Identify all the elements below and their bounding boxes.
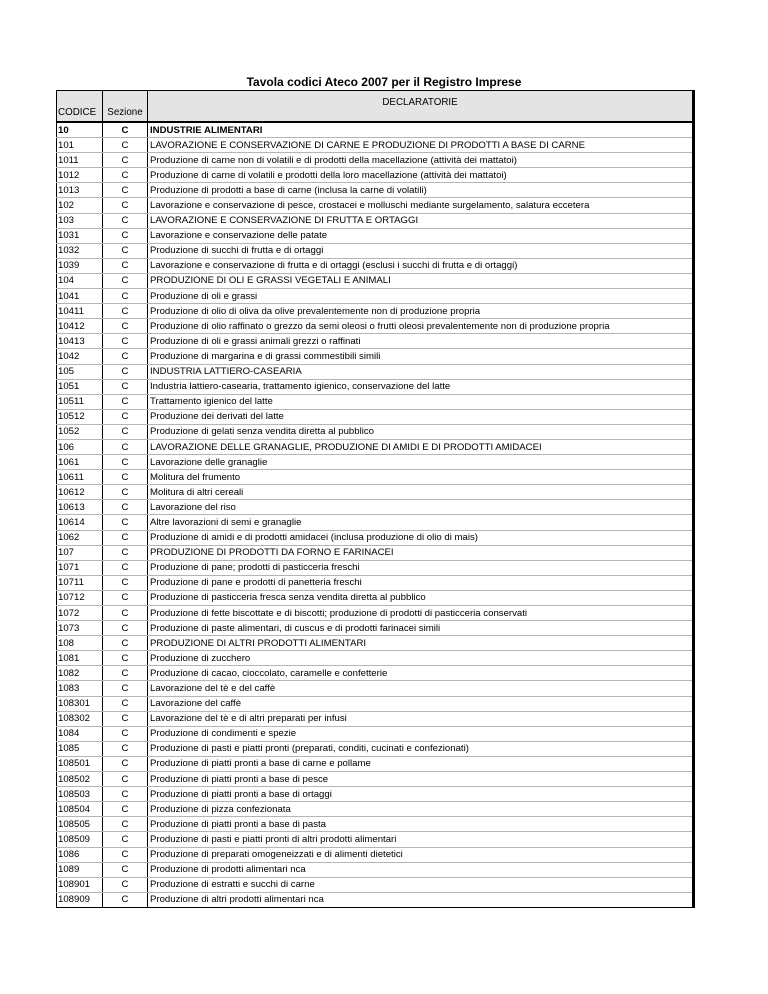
codice-cell: 10614 bbox=[57, 515, 103, 530]
sezione-cell: C bbox=[103, 772, 148, 787]
sezione-cell: C bbox=[103, 696, 148, 711]
codice-cell: 104 bbox=[57, 273, 103, 288]
declaratoria-cell: Produzione di piatti pronti a base di ortaggi bbox=[148, 787, 694, 802]
table-row bbox=[57, 741, 694, 756]
codice-cell: 1085 bbox=[57, 741, 103, 756]
codice-cell: 1052 bbox=[57, 424, 103, 439]
declaratoria-cell: Produzione di cacao, cioccolato, caramelle e confetterie bbox=[148, 666, 694, 681]
sezione-cell: C bbox=[103, 304, 148, 319]
codice-cell: 1081 bbox=[57, 651, 103, 666]
sezione-cell: C bbox=[103, 273, 148, 288]
sezione-cell: C bbox=[103, 817, 148, 832]
sezione-cell: C bbox=[103, 530, 148, 545]
table-row bbox=[57, 787, 694, 802]
declaratoria-cell: Lavorazione e conservazione di pesce, crostacei e molluschi mediante surgelamento, salatura eccetera bbox=[148, 198, 694, 213]
codice-cell: 1072 bbox=[57, 606, 103, 621]
codice-cell: 10411 bbox=[57, 304, 103, 319]
sezione-cell: C bbox=[103, 862, 148, 877]
table-row bbox=[57, 138, 694, 153]
table-row bbox=[57, 590, 694, 605]
codice-cell: 107 bbox=[57, 545, 103, 560]
sezione-cell: C bbox=[103, 877, 148, 892]
declaratoria-cell: Produzione di altri prodotti alimentari nca bbox=[148, 892, 694, 907]
codice-cell: 1031 bbox=[57, 228, 103, 243]
table-row bbox=[57, 289, 694, 304]
table-row bbox=[57, 862, 694, 877]
declaratoria-cell: Produzione di carne di volatili e prodotti della loro macellazione (attività dei mattatoi) bbox=[148, 168, 694, 183]
sezione-cell: C bbox=[103, 666, 148, 681]
sezione-cell: C bbox=[103, 711, 148, 726]
sezione-cell: C bbox=[103, 847, 148, 862]
table-row bbox=[57, 379, 694, 394]
codice-cell: 1051 bbox=[57, 379, 103, 394]
sezione-cell: C bbox=[103, 198, 148, 213]
sezione-cell: C bbox=[103, 455, 148, 470]
table-row bbox=[57, 772, 694, 787]
sezione-cell: C bbox=[103, 379, 148, 394]
declaratoria-cell: Altre lavorazioni di semi e granaglie bbox=[148, 515, 694, 530]
sezione-cell: C bbox=[103, 802, 148, 817]
table-row bbox=[57, 122, 694, 138]
sezione-cell: C bbox=[103, 756, 148, 771]
table-row bbox=[57, 394, 694, 409]
declaratoria-cell: Produzione di fette biscottate e di biscotti; produzione di prodotti di pasticceria conservati bbox=[148, 606, 694, 621]
codice-cell: 1032 bbox=[57, 243, 103, 258]
declaratoria-cell: LAVORAZIONE E CONSERVAZIONE DI FRUTTA E ORTAGGI bbox=[148, 213, 694, 228]
declaratoria-cell: Produzione di margarina e di grassi commestibili simili bbox=[148, 349, 694, 364]
declaratoria-cell: Produzione di pasti e piatti pronti (preparati, conditi, cucinati e confezionati) bbox=[148, 741, 694, 756]
table-row bbox=[57, 877, 694, 892]
declaratoria-cell: Produzione di piatti pronti a base di pesce bbox=[148, 772, 694, 787]
codice-cell: 108504 bbox=[57, 802, 103, 817]
codice-cell: 10711 bbox=[57, 575, 103, 590]
declaratoria-cell: Produzione di piatti pronti a base di pasta bbox=[148, 817, 694, 832]
sezione-cell: C bbox=[103, 485, 148, 500]
codice-cell: 105 bbox=[57, 364, 103, 379]
codice-cell: 1082 bbox=[57, 666, 103, 681]
declaratoria-cell: Produzione di pasticceria fresca senza vendita diretta al pubblico bbox=[148, 590, 694, 605]
codice-cell: 10412 bbox=[57, 319, 103, 334]
table-row bbox=[57, 756, 694, 771]
table-row bbox=[57, 681, 694, 696]
sezione-cell: C bbox=[103, 122, 148, 138]
codice-cell: 1073 bbox=[57, 621, 103, 636]
codice-cell: 108909 bbox=[57, 892, 103, 907]
declaratoria-cell: INDUSTRIE ALIMENTARI bbox=[148, 122, 694, 138]
table-row bbox=[57, 651, 694, 666]
sezione-cell: C bbox=[103, 258, 148, 273]
declaratoria-cell: INDUSTRIA LATTIERO-CASEARIA bbox=[148, 364, 694, 379]
table-row bbox=[57, 424, 694, 439]
codice-cell: 1062 bbox=[57, 530, 103, 545]
declaratoria-cell: Produzione di oli e grassi animali grezzi o raffinati bbox=[148, 334, 694, 349]
codice-cell: 10511 bbox=[57, 394, 103, 409]
declaratoria-cell: Lavorazione e conservazione di frutta e di ortaggi (esclusi i succhi di frutta e di ortaggi) bbox=[148, 258, 694, 273]
sezione-cell: C bbox=[103, 334, 148, 349]
codice-cell: 101 bbox=[57, 138, 103, 153]
table-row bbox=[57, 817, 694, 832]
table-row bbox=[57, 621, 694, 636]
table-row bbox=[57, 304, 694, 319]
codice-cell: 10613 bbox=[57, 500, 103, 515]
sezione-cell: C bbox=[103, 651, 148, 666]
sezione-cell: C bbox=[103, 500, 148, 515]
table-row bbox=[57, 168, 694, 183]
table-row bbox=[57, 319, 694, 334]
sezione-cell: C bbox=[103, 636, 148, 651]
codice-cell: 108 bbox=[57, 636, 103, 651]
table-row bbox=[57, 560, 694, 575]
sezione-cell: C bbox=[103, 349, 148, 364]
codice-cell: 1039 bbox=[57, 258, 103, 273]
table-row bbox=[57, 515, 694, 530]
sezione-cell: C bbox=[103, 183, 148, 198]
table-row bbox=[57, 485, 694, 500]
declaratoria-cell: PRODUZIONE DI ALTRI PRODOTTI ALIMENTARI bbox=[148, 636, 694, 651]
declaratoria-cell: Produzione di olio di oliva da olive prevalentemente non di produzione propria bbox=[148, 304, 694, 319]
declaratoria-cell: Trattamento igienico del latte bbox=[148, 394, 694, 409]
codice-cell: 1086 bbox=[57, 847, 103, 862]
table-row bbox=[57, 636, 694, 651]
ateco-table bbox=[56, 90, 695, 908]
sezione-cell: C bbox=[103, 289, 148, 304]
declaratoria-cell: Produzione di pasti e piatti pronti di altri prodotti alimentari bbox=[148, 832, 694, 847]
sezione-cell: C bbox=[103, 319, 148, 334]
page-title: Tavola codici Ateco 2007 per il Registro Imprese bbox=[246, 75, 522, 89]
table-row bbox=[57, 364, 694, 379]
table-row bbox=[57, 530, 694, 545]
table-row bbox=[57, 243, 694, 258]
declaratoria-cell: Produzione di pane e prodotti di panetteria freschi bbox=[148, 575, 694, 590]
table-row bbox=[57, 198, 694, 213]
table-row bbox=[57, 500, 694, 515]
declaratoria-cell: Produzione di pane; prodotti di pasticceria freschi bbox=[148, 560, 694, 575]
codice-cell: 1084 bbox=[57, 726, 103, 741]
table-row bbox=[57, 666, 694, 681]
table-row bbox=[57, 273, 694, 288]
codice-cell: 1041 bbox=[57, 289, 103, 304]
sezione-cell: C bbox=[103, 726, 148, 741]
declaratoria-cell: Produzione di paste alimentari, di cuscus e di prodotti farinacei simili bbox=[148, 621, 694, 636]
sezione-cell: C bbox=[103, 364, 148, 379]
codice-cell: 10512 bbox=[57, 409, 103, 424]
codice-cell: 10712 bbox=[57, 590, 103, 605]
table-body bbox=[57, 122, 694, 907]
declaratoria-cell: Produzione di carne non di volatili e di prodotti della macellazione (attività dei mattatoi) bbox=[148, 153, 694, 168]
codice-cell: 10611 bbox=[57, 470, 103, 485]
table-row bbox=[57, 258, 694, 273]
codice-cell: 106 bbox=[57, 439, 103, 454]
table-row bbox=[57, 847, 694, 862]
table-row bbox=[57, 711, 694, 726]
codice-cell: 10612 bbox=[57, 485, 103, 500]
declaratoria-cell: Molitura di altri cereali bbox=[148, 485, 694, 500]
codice-cell: 1071 bbox=[57, 560, 103, 575]
sezione-cell: C bbox=[103, 228, 148, 243]
codice-cell: 1011 bbox=[57, 153, 103, 168]
declaratoria-cell: Produzione di piatti pronti a base di carne e pollame bbox=[148, 756, 694, 771]
table-header bbox=[57, 91, 694, 123]
sezione-cell: C bbox=[103, 439, 148, 454]
declaratoria-cell: Produzione di prodotti a base di carne (inclusa la carne di volatili) bbox=[148, 183, 694, 198]
codice-cell: 1042 bbox=[57, 349, 103, 364]
declaratoria-cell: Produzione di gelati senza vendita diretta al pubblico bbox=[148, 424, 694, 439]
sezione-cell: C bbox=[103, 590, 148, 605]
declaratoria-cell: Produzione di zucchero bbox=[148, 651, 694, 666]
sezione-cell: C bbox=[103, 741, 148, 756]
codice-cell: 108502 bbox=[57, 772, 103, 787]
declaratoria-cell: Lavorazione del riso bbox=[148, 500, 694, 515]
table-row bbox=[57, 455, 694, 470]
declaratoria-cell: LAVORAZIONE DELLE GRANAGLIE, PRODUZIONE DI AMIDI E DI PRODOTTI AMIDACEI bbox=[148, 439, 694, 454]
codice-cell: 108509 bbox=[57, 832, 103, 847]
declaratoria-cell: Produzione di preparati omogeneizzati e di alimenti dietetici bbox=[148, 847, 694, 862]
sezione-cell: C bbox=[103, 787, 148, 802]
codice-cell: 108302 bbox=[57, 711, 103, 726]
declaratoria-cell: Produzione di amidi e di prodotti amidacei (inclusa produzione di olio di mais) bbox=[148, 530, 694, 545]
table-row bbox=[57, 183, 694, 198]
codice-cell: 1061 bbox=[57, 455, 103, 470]
declaratoria-cell: Produzione di prodotti alimentari nca bbox=[148, 862, 694, 877]
declaratoria-cell: Lavorazione del tè e del caffè bbox=[148, 681, 694, 696]
sezione-cell: C bbox=[103, 409, 148, 424]
table-row bbox=[57, 470, 694, 485]
declaratoria-cell: Lavorazione delle granaglie bbox=[148, 455, 694, 470]
table-row bbox=[57, 213, 694, 228]
declaratoria-cell: Produzione di oli e grassi bbox=[148, 289, 694, 304]
sezione-cell: C bbox=[103, 394, 148, 409]
sezione-cell: C bbox=[103, 892, 148, 907]
codice-cell: 108301 bbox=[57, 696, 103, 711]
table-row bbox=[57, 545, 694, 560]
table-row bbox=[57, 832, 694, 847]
declaratoria-cell: Industria lattiero-casearia, trattamento igienico, conservazione del latte bbox=[148, 379, 694, 394]
codice-cell: 108901 bbox=[57, 877, 103, 892]
codice-cell: 102 bbox=[57, 198, 103, 213]
declaratoria-cell: Lavorazione del tè e di altri preparati per infusi bbox=[148, 711, 694, 726]
table-row bbox=[57, 726, 694, 741]
sezione-cell: C bbox=[103, 560, 148, 575]
sezione-cell: C bbox=[103, 424, 148, 439]
declaratoria-cell: Produzione di pizza confezionata bbox=[148, 802, 694, 817]
declaratoria-cell: LAVORAZIONE E CONSERVAZIONE DI CARNE E PRODUZIONE DI PRODOTTI A BASE DI CARNE bbox=[148, 138, 694, 153]
table-row bbox=[57, 696, 694, 711]
sezione-cell: C bbox=[103, 606, 148, 621]
sezione-cell: C bbox=[103, 213, 148, 228]
codice-cell: 1013 bbox=[57, 183, 103, 198]
sezione-cell: C bbox=[103, 138, 148, 153]
codice-cell: 1012 bbox=[57, 168, 103, 183]
declaratoria-cell: Produzione di succhi di frutta e di ortaggi bbox=[148, 243, 694, 258]
table-row bbox=[57, 892, 694, 907]
declaratoria-cell: Produzione di condimenti e spezie bbox=[148, 726, 694, 741]
table-row bbox=[57, 334, 694, 349]
sezione-cell: C bbox=[103, 681, 148, 696]
declaratoria-cell: Produzione di estratti e succhi di carne bbox=[148, 877, 694, 892]
header-declaratorie: DECLARATORIE bbox=[148, 91, 694, 123]
declaratoria-cell: Produzione di olio raffinato o grezzo da semi oleosi o frutti oleosi prevalentemente non di produzione propria bbox=[148, 319, 694, 334]
table-row bbox=[57, 575, 694, 590]
sezione-cell: C bbox=[103, 515, 148, 530]
table-row bbox=[57, 409, 694, 424]
table-row bbox=[57, 349, 694, 364]
sezione-cell: C bbox=[103, 545, 148, 560]
codice-cell: 10 bbox=[57, 122, 103, 138]
declaratoria-cell: Lavorazione del caffè bbox=[148, 696, 694, 711]
sezione-cell: C bbox=[103, 832, 148, 847]
declaratoria-cell: PRODUZIONE DI OLI E GRASSI VEGETALI E ANIMALI bbox=[148, 273, 694, 288]
sezione-cell: C bbox=[103, 153, 148, 168]
codice-cell: 108505 bbox=[57, 817, 103, 832]
declaratoria-cell: PRODUZIONE DI PRODOTTI DA FORNO E FARINACEI bbox=[148, 545, 694, 560]
sezione-cell: C bbox=[103, 575, 148, 590]
sezione-cell: C bbox=[103, 470, 148, 485]
sezione-cell: C bbox=[103, 168, 148, 183]
table-row bbox=[57, 228, 694, 243]
codice-cell: 10413 bbox=[57, 334, 103, 349]
header-sezione: Sezione bbox=[103, 91, 148, 123]
table-row bbox=[57, 606, 694, 621]
declaratoria-cell: Lavorazione e conservazione delle patate bbox=[148, 228, 694, 243]
table-row bbox=[57, 153, 694, 168]
codice-cell: 1083 bbox=[57, 681, 103, 696]
declaratoria-cell: Molitura del frumento bbox=[148, 470, 694, 485]
codice-cell: 103 bbox=[57, 213, 103, 228]
header-codice: CODICE bbox=[57, 91, 103, 123]
codice-cell: 1089 bbox=[57, 862, 103, 877]
sezione-cell: C bbox=[103, 243, 148, 258]
declaratoria-cell: Produzione dei derivati del latte bbox=[148, 409, 694, 424]
codice-cell: 108501 bbox=[57, 756, 103, 771]
sezione-cell: C bbox=[103, 621, 148, 636]
table-row bbox=[57, 439, 694, 454]
codice-cell: 108503 bbox=[57, 787, 103, 802]
table-row bbox=[57, 802, 694, 817]
